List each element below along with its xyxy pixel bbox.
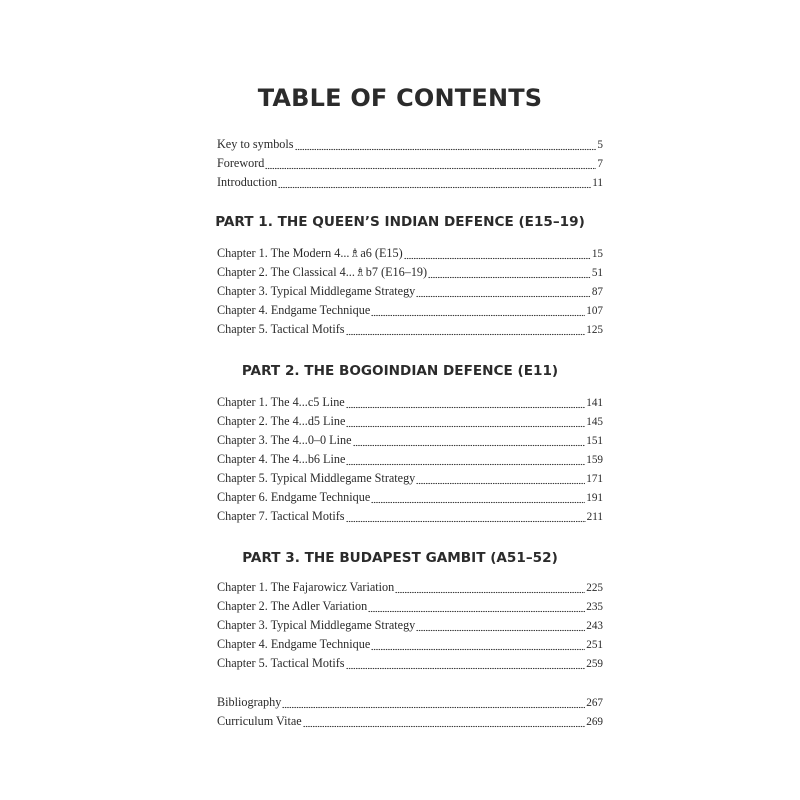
toc-entry <box>217 693 603 712</box>
dot-leader <box>346 397 586 409</box>
toc-entry-page: 267 <box>586 697 603 709</box>
dot-leader <box>353 435 586 447</box>
toc-entry <box>217 412 603 431</box>
toc-entry <box>217 469 603 488</box>
dot-leader <box>282 697 585 709</box>
back-matter-list <box>217 693 603 731</box>
toc-entry-label: Bibliography <box>217 695 282 709</box>
toc-entry <box>217 173 603 192</box>
toc-entry-label: Chapter 6. Endgame Technique <box>217 490 371 504</box>
dot-leader <box>346 454 585 466</box>
dot-leader <box>371 639 585 651</box>
toc-entry-page: 211 <box>586 511 603 523</box>
toc-entry <box>217 597 603 616</box>
toc-entry <box>217 654 603 673</box>
toc-entry <box>217 450 603 469</box>
toc-entry-label: Chapter 2. The 4...d5 Line <box>217 414 346 428</box>
toc-entry-page: 269 <box>586 716 603 728</box>
page-title: TABLE OF CONTENTS <box>257 84 543 112</box>
part-1-chapter-list <box>217 244 603 339</box>
toc-entry-page: 243 <box>586 620 603 632</box>
toc-entry <box>217 431 603 450</box>
toc-entry <box>217 635 603 654</box>
dot-leader <box>303 716 586 728</box>
toc-entry <box>217 320 603 339</box>
toc-entry-label: Chapter 7. Tactical Motifs <box>217 509 345 523</box>
toc-entry-label: Chapter 4. The 4...b6 Line <box>217 452 346 466</box>
toc-entry-page: 191 <box>586 492 603 504</box>
toc-entry-page: 159 <box>586 454 603 466</box>
toc-entry-label: Chapter 5. Tactical Motifs <box>217 322 345 336</box>
toc-entry <box>217 488 603 507</box>
dot-leader <box>278 177 591 189</box>
toc-entry-label: Chapter 4. Endgame Technique <box>217 303 371 317</box>
toc-entry-page: 259 <box>586 658 603 670</box>
toc-entry <box>217 578 603 597</box>
toc-entry-page: 5 <box>597 139 603 151</box>
toc-entry-label: Curriculum Vitae <box>217 714 302 728</box>
toc-entry-label: Introduction <box>217 175 278 189</box>
toc-entry <box>217 282 603 301</box>
toc-entry-page: 171 <box>586 473 603 485</box>
dot-leader <box>404 248 591 260</box>
toc-entry-page: 15 <box>591 248 603 260</box>
dot-leader <box>371 492 585 504</box>
toc-entry-page: 235 <box>586 601 603 613</box>
toc-entry <box>217 244 603 263</box>
toc-entry <box>217 301 603 320</box>
dot-leader <box>346 658 586 670</box>
dot-leader <box>371 305 585 317</box>
toc-entry-page: 11 <box>592 177 603 189</box>
part-3-chapter-list <box>217 578 603 673</box>
toc-entry-page: 225 <box>586 582 603 594</box>
part-heading: PART 3. THE BUDAPEST GAMBIT (A51–52) <box>242 550 558 566</box>
toc-entry <box>217 135 603 154</box>
toc-entry-page: 51 <box>591 267 603 279</box>
toc-entry-page: 141 <box>586 397 603 409</box>
toc-entry <box>217 507 603 526</box>
part-2-chapter-list <box>217 393 603 526</box>
toc-entry-page: 7 <box>597 158 603 170</box>
dot-leader <box>346 511 586 523</box>
front-matter-list <box>217 135 603 192</box>
toc-entry-label: Chapter 2. The Classical 4...♗b7 (E16–19) <box>217 265 428 279</box>
toc-entry-page: 107 <box>586 305 603 317</box>
dot-leader <box>346 416 585 428</box>
toc-entry-label: Chapter 3. Typical Middlegame Strategy <box>217 618 416 632</box>
dot-leader <box>416 473 585 485</box>
dot-leader <box>265 158 596 170</box>
dot-leader <box>346 324 586 336</box>
dot-leader <box>416 620 585 632</box>
toc-entry-page: 125 <box>586 324 603 336</box>
toc-entry-label: Chapter 5. Typical Middlegame Strategy <box>217 471 416 485</box>
toc-entry-label: Chapter 3. Typical Middlegame Strategy <box>217 284 416 298</box>
toc-entry-label: Key to symbols <box>217 137 294 151</box>
toc-entry-label: Chapter 1. The Fajarowicz Variation <box>217 580 395 594</box>
toc-entry-label: Foreword <box>217 156 265 170</box>
toc-entry <box>217 154 603 173</box>
toc-entry <box>217 712 603 731</box>
dot-leader <box>368 601 585 613</box>
dot-leader <box>295 139 597 151</box>
toc-entry-page: 251 <box>586 639 603 651</box>
toc-entry-page: 145 <box>586 416 603 428</box>
toc-entry-label: Chapter 1. The 4...c5 Line <box>217 395 345 409</box>
toc-entry-label: Chapter 3. The 4...0–0 Line <box>217 433 352 447</box>
toc-entry <box>217 263 603 282</box>
part-heading: PART 1. THE QUEEN’S INDIAN DEFENCE (E15–19) <box>215 214 585 230</box>
toc-entry <box>217 393 603 412</box>
toc-entry-page: 151 <box>586 435 603 447</box>
toc-entry <box>217 616 603 635</box>
dot-leader <box>416 286 591 298</box>
toc-entry-label: Chapter 5. Tactical Motifs <box>217 656 345 670</box>
toc-entry-label: Chapter 1. The Modern 4...♗a6 (E15) <box>217 246 403 260</box>
toc-entry-label: Chapter 4. Endgame Technique <box>217 637 371 651</box>
toc-entry-page: 87 <box>591 286 603 298</box>
toc-entry-label: Chapter 2. The Adler Variation <box>217 599 368 613</box>
dot-leader <box>428 267 591 279</box>
dot-leader <box>395 582 585 594</box>
part-heading: PART 2. THE BOGOINDIAN DEFENCE (E11) <box>241 363 559 379</box>
